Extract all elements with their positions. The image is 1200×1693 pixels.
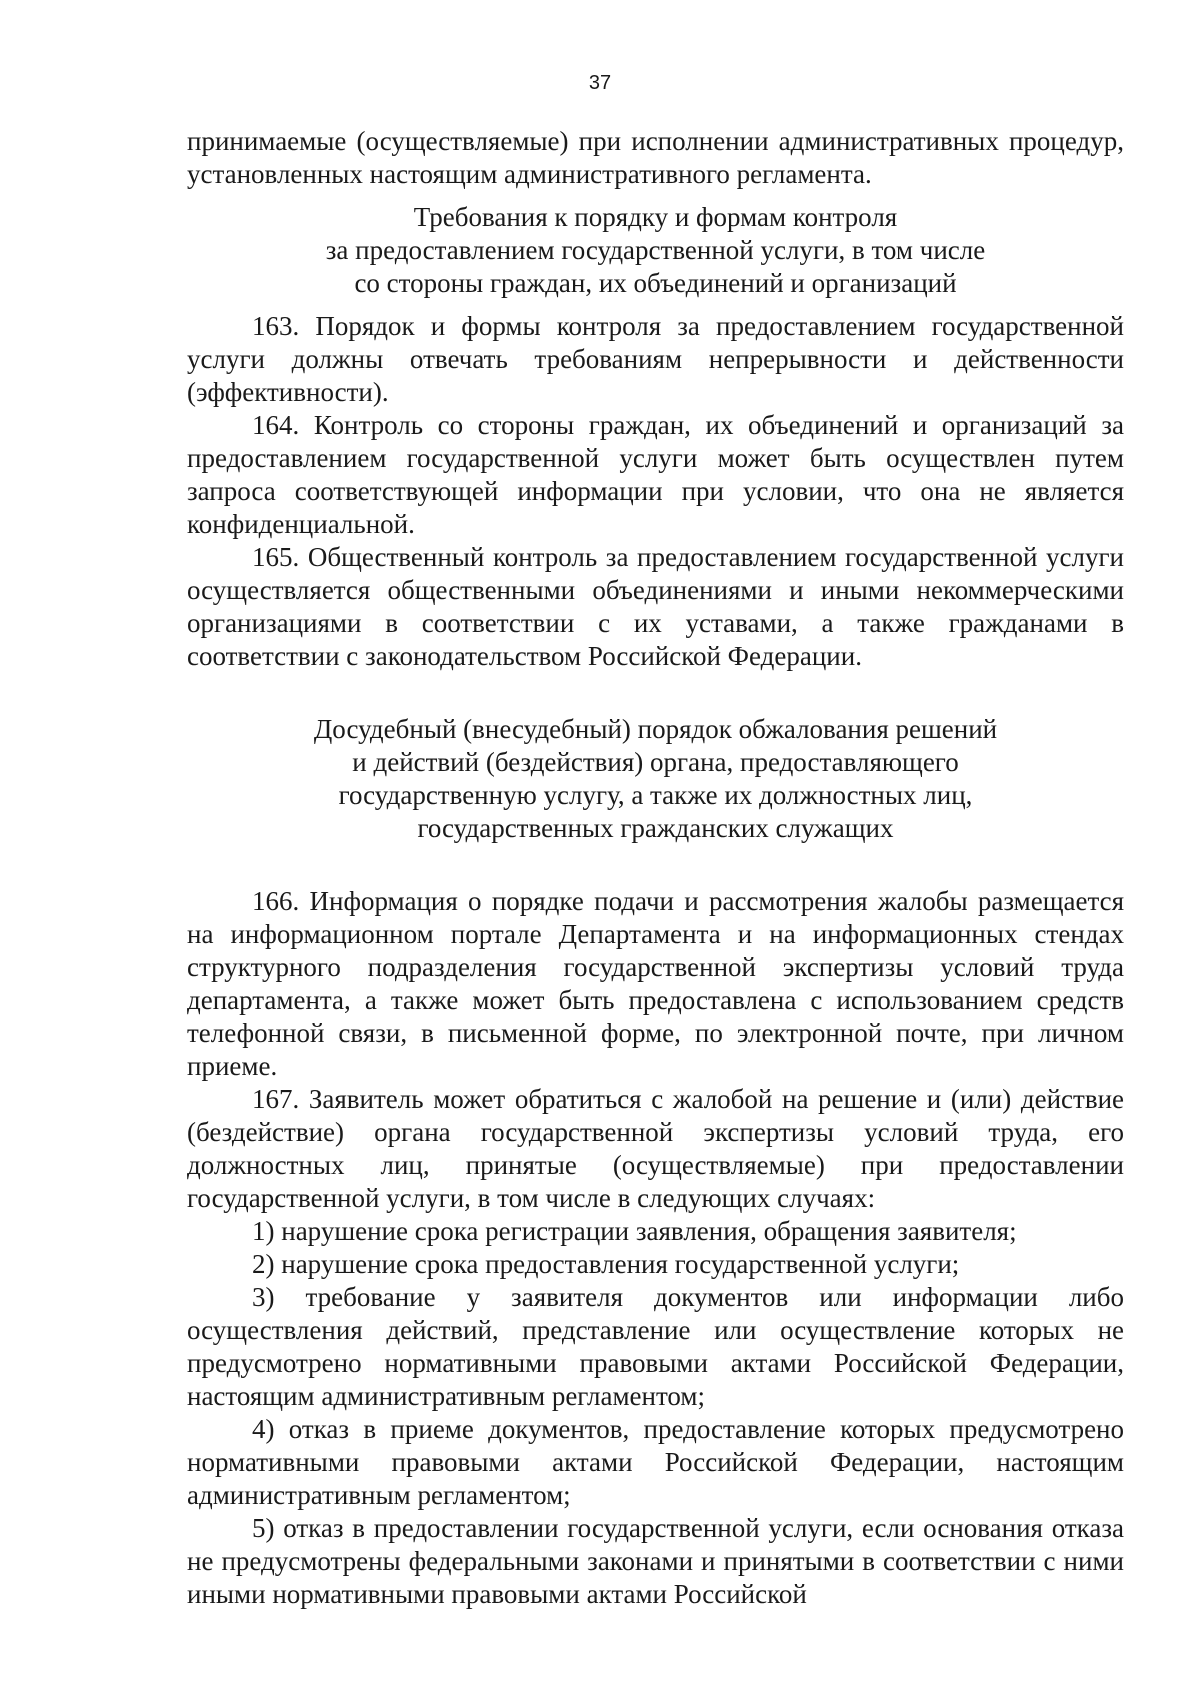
list-item-3: 3) требование у заявителя документов или информации либо осуществления действий, представление или осуществление которых не предусмотрено нормативными правовыми актами Российской Федерации, настоящим административным регламентом; [187,1282,1124,1411]
list-item-1: 1) нарушение срока регистрации заявления, обращения заявителя; [252,1216,1017,1246]
heading-line: государственную услугу, а также их должностных лиц, [338,780,973,810]
heading-line: за предоставлением государственной услуги, в том числе [325,235,986,265]
heading-line: Требования к порядку и формам контроля [413,202,898,232]
paragraph-167: 167. Заявитель может обратиться с жалобой на решение и (или) действие (бездействие) органа государственной экспертизы условий труда, его должностных лиц, принятые (осуществляемые) при предоставлении государственной услуги, в том числе в следующих случаях: [187,1084,1124,1213]
section-heading-appeal [187,713,1124,845]
document-body [187,125,1124,1611]
list-item-4: 4) отказ в приеме документов, предоставление которых предусмотрено нормативными правовыми актами Российской Федерации, настоящим административным регламентом; [187,1414,1124,1510]
heading-line: Досудебный (внесудебный) порядок обжалования решений [313,714,998,744]
continuation-paragraph: принимаемые (осуществляемые) при исполнении административных процедур, установленных настоящим административного регламента. [187,126,1124,189]
heading-line: со стороны граждан, их объединений и организаций [354,268,957,298]
paragraph-163: 163. Порядок и формы контроля за предоставлением государственной услуги должны отвечать требованиям непрерывности и действенности (эффективности). [187,311,1124,407]
paragraph-164: 164. Контроль со стороны граждан, их объединений и организаций за предоставлением государственной услуги может быть осуществлен путем запроса соответствующей информации при условии, что она не является конфиденциальной. [187,410,1124,539]
paragraph-165: 165. Общественный контроль за предоставлением государственной услуги осуществляется общественными объединениями и иными некоммерческими организациями в соответствии с их уставами, а также гражданами в соответствии с законодательством Российской Федерации. [187,542,1124,671]
page-number: 37 [588,72,612,94]
list-item-2: 2) нарушение срока предоставления государственной услуги; [252,1249,960,1279]
section-heading-control [187,201,1124,300]
heading-line: и действий (бездействия) органа, предоставляющего [352,747,959,777]
paragraph-166: 166. Информация о порядке подачи и рассмотрения жалобы размещается на информационном портале Департамента и на информационных стендах структурного подразделения государственной экспертизы условий труда департамента, а также может быть предоставлена с использованием средств телефонной связи, в письменной форме, по электронной почте, при личном приеме. [187,886,1124,1081]
list-item-5: 5) отказ в предоставлении государственной услуги, если основания отказа не предусмотрены федеральными законами и принятыми в соответствии с ними иными нормативными правовыми актами Российской [187,1513,1124,1609]
heading-line: государственных гражданских служащих [417,813,894,843]
